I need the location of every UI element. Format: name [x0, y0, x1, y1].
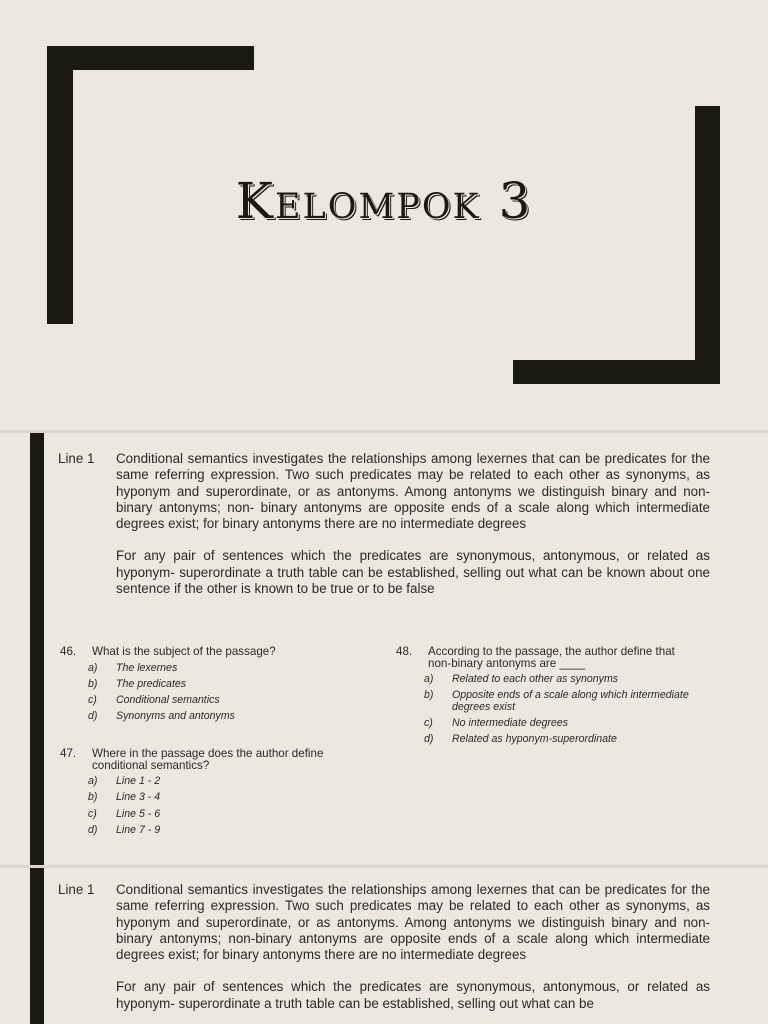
answer-option[interactable]	[60, 792, 350, 804]
option-letter: c)	[88, 807, 97, 820]
question-number: 46.	[60, 645, 77, 658]
reading-passage	[58, 451, 710, 597]
option-text: No intermediate degrees	[452, 717, 569, 730]
option-text: Line 1 - 2	[116, 775, 161, 787]
option-letter: b)	[424, 689, 434, 702]
option-text: Conditional semantics	[116, 694, 220, 707]
question-number: 48.	[396, 645, 413, 658]
slide-title: Kelompok 3	[235, 172, 533, 230]
answer-option[interactable]	[396, 718, 716, 730]
line-label: Line 1	[58, 882, 95, 897]
option-text: Line 3 - 4	[116, 791, 161, 804]
option-letter: c)	[424, 717, 433, 730]
answer-option[interactable]	[396, 690, 716, 713]
answer-option[interactable]	[60, 711, 360, 723]
answer-option[interactable]	[60, 695, 360, 707]
option-text: Line 5 - 6	[116, 807, 161, 820]
slide-accent-bar	[30, 868, 44, 1024]
option-letter: a)	[88, 775, 98, 787]
answer-option[interactable]	[60, 825, 350, 837]
passage-paragraph-2: For any pair of sentences which the predicates are synonymous, antonymous, or related as hyponym- superordinate a truth table can be established, selling out what can be	[116, 979, 710, 1011]
option-text: Opposite ends of a scale along which intermediate degrees exist	[452, 689, 689, 713]
frame-bottom-right-horizontal	[513, 360, 720, 384]
question-47	[60, 748, 350, 841]
answer-option[interactable]	[60, 663, 360, 675]
option-text: The lexernes	[116, 661, 178, 674]
answer-option[interactable]	[396, 734, 716, 746]
option-letter: a)	[88, 661, 98, 674]
option-text: Line 7 - 9	[116, 823, 161, 836]
option-letter: a)	[424, 673, 434, 685]
question-text: Where in the passage does the author define conditional semantics?	[92, 747, 324, 772]
question-48	[396, 646, 716, 751]
question-text: What is the subject of the passage?	[92, 645, 276, 658]
question-46	[60, 646, 360, 728]
option-text: The predicates	[116, 677, 187, 690]
option-letter: c)	[88, 694, 97, 707]
answer-option[interactable]	[60, 776, 350, 788]
option-letter: b)	[88, 677, 98, 690]
option-letter: d)	[88, 710, 98, 723]
passage-paragraph-1: Conditional semantics investigates the relationships among lexernes that can be predicates for the same referring expression. Two such predicates may be related to each other as synonyms, as hyponym and superordinate, or as antonyms. Among antonyms we distinguish binary and non-binary antonyms; non-binary antonyms are opposite ends of a scale along which intermediate degrees exist; for binary antonyms there are no intermediate degrees	[116, 882, 710, 963]
question-slide-next	[0, 868, 768, 1024]
passage-paragraph-1: Conditional semantics investigates the relationships among lexernes that can be predicates for the same referring expression. Two such predicates may be related to each other as synonyms, as hyponym and superordinate, or as antonyms. Among antonyms we distinguish binary and non-binary antonyms; non- binary antonyms are opposite ends of a scale along which intermediate degrees exist; for binary antonyms there are no intermediate degrees	[116, 451, 710, 532]
question-text: According to the passage, the author define that non-binary antonyms are ____	[428, 645, 675, 670]
question-slide	[0, 433, 768, 865]
question-number: 47.	[60, 747, 77, 760]
option-letter: d)	[424, 733, 434, 746]
option-letter: b)	[88, 791, 98, 804]
answer-option[interactable]	[60, 679, 360, 691]
option-letter: d)	[88, 823, 98, 836]
option-text: Synonyms and antonyms	[116, 710, 235, 723]
answer-option[interactable]	[396, 674, 716, 686]
reading-passage	[58, 882, 710, 1012]
passage-paragraph-2: For any pair of sentences which the predicates are synonymous, antonymous, or related as hyponym- superordinate a truth table can be established, selling out what can be known about one sentence if the other is known to be true or to be false	[116, 548, 710, 597]
line-label: Line 1	[58, 451, 95, 466]
frame-bottom-right-vertical	[695, 106, 720, 384]
option-text: Related as hyponym-superordinate	[452, 733, 617, 746]
option-text: Related to each other as synonyms	[452, 673, 619, 685]
answer-option[interactable]	[60, 809, 350, 821]
frame-top-left-horizontal	[47, 46, 254, 70]
slide-accent-bar	[30, 433, 44, 865]
title-slide	[0, 0, 768, 430]
